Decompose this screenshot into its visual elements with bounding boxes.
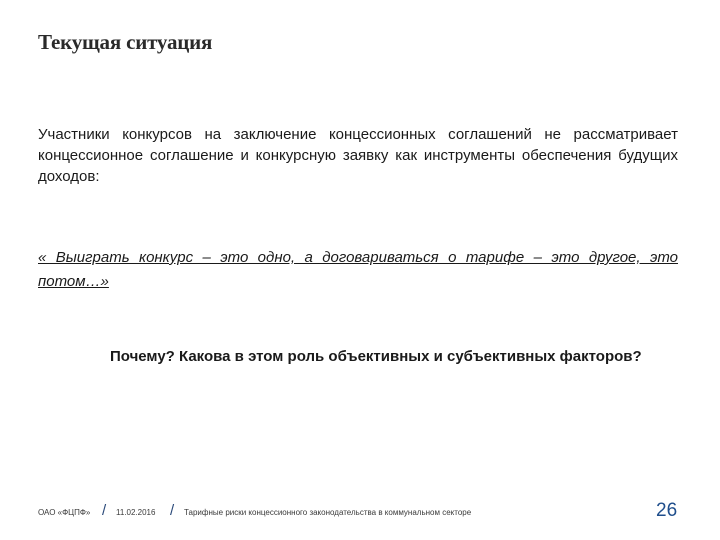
- footer: [38, 502, 688, 522]
- body-paragraph: Участники конкурсов на заключение концессионных соглашений не рассматривает концессионное соглашение и конкурсную заявку как инструменты обеспечения будущих доходов:: [38, 126, 678, 185]
- page-number: 26: [656, 500, 678, 521]
- footer-topic: Тарифные риски концессионного законодательства в коммунальном секторе: [184, 508, 472, 517]
- quote-text: « Выиграть конкурс – это одно, а договариваться о тарифе – это другое, это потом…»: [38, 249, 678, 290]
- footer-date: 11.02.2016: [116, 508, 156, 517]
- footer-organization: ОАО «ФЦПФ»: [38, 508, 91, 517]
- slide-title: Текущая ситуация: [38, 30, 213, 54]
- footer-separator: /: [102, 502, 107, 519]
- footer-separator: /: [170, 502, 175, 519]
- question-text: Почему? Какова в этом роль объективных и субъективных факторов?: [110, 348, 642, 365]
